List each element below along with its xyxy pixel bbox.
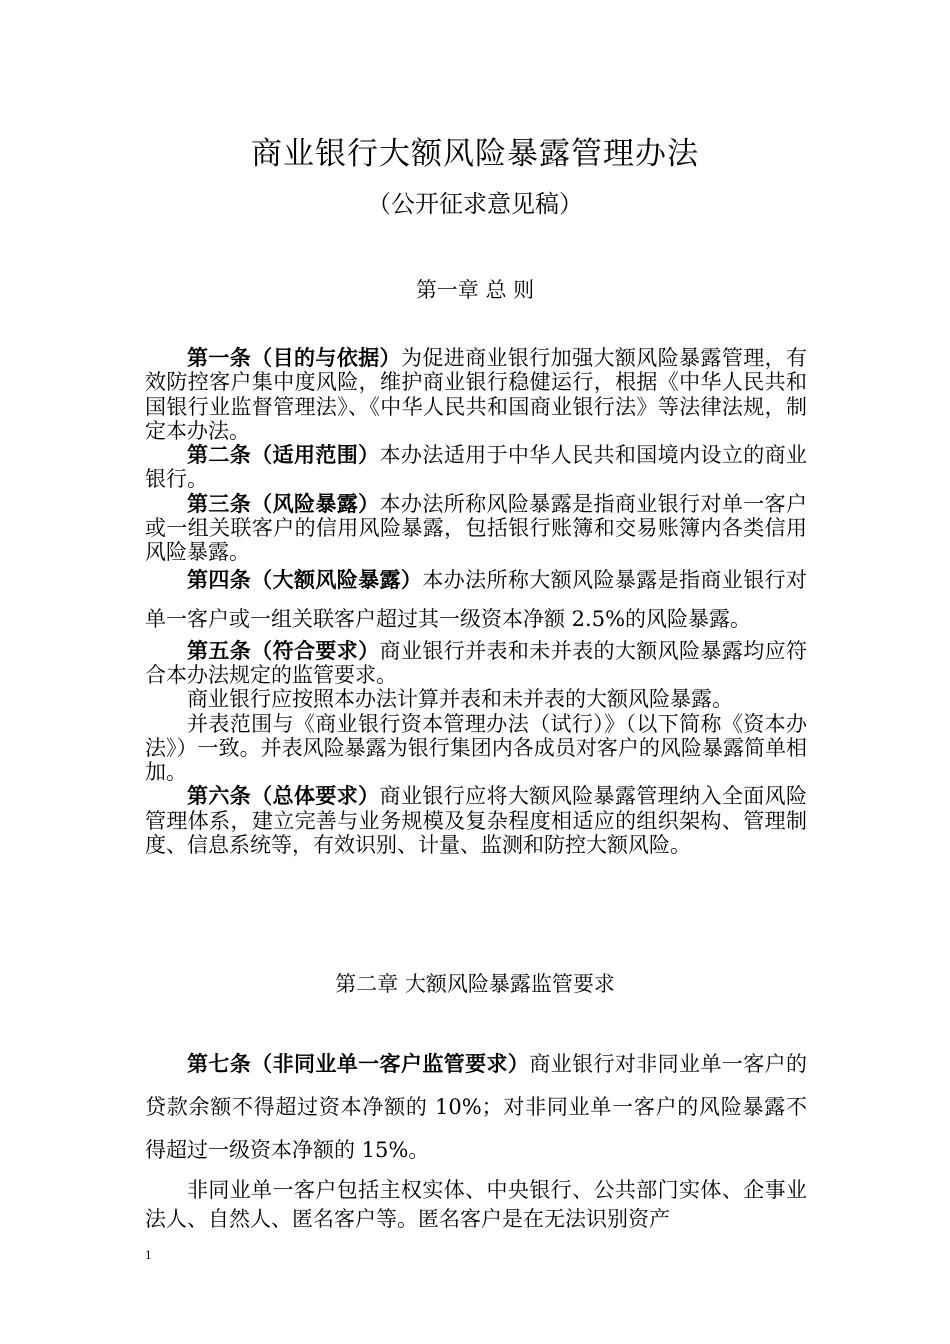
article-paragraph <box>145 687 807 711</box>
document-subtitle: （公开征求意见稿） <box>367 190 583 218</box>
article-paragraph <box>145 639 807 688</box>
article-text: 商业银行应按照本办法计算并表和未并表的大额风险暴露。 <box>187 687 733 712</box>
article-paragraph <box>145 346 807 443</box>
article-paragraph <box>145 561 807 639</box>
article-paragraph <box>145 712 807 785</box>
article-heading: 第七条（非同业单一客户监管要求） <box>187 1052 530 1076</box>
article-heading: 第一条（目的与依据） <box>187 346 401 370</box>
article-heading: 第六条（总体要求） <box>187 784 380 809</box>
article-text: 并表范围与《商业银行资本管理办法（试行）》（以下简称《资本办法》）一致。并表风险暴露为银行集团内各成员对客户的风险暴露简单相加。 <box>145 711 807 785</box>
chapter-two-body <box>145 1043 807 1234</box>
article-text: 为促进商业银行加强大额风险暴露管理，有效防控客户集中度风险，维护商业银行稳健运行，根据《中华人民共和国银行业监督管理法》、《中华人民共和国商业银行法》等法律法规，制定本办法。 <box>145 346 808 443</box>
article-heading: 第三条（风险暴露） <box>187 491 380 516</box>
article-heading: 第五条（符合要求） <box>187 638 380 663</box>
article-text: 本办法适用于中华人民共和国境内设立的商业银行。 <box>145 443 808 492</box>
article-text: 非同业单一客户包括主权实体、中央银行、公共部门实体、企事业法人、自然人、匿名客户等。匿名客户是在无法识别资产 <box>145 1178 807 1231</box>
article-text: 商业银行并表和未并表的大额风险暴露均应符合本办法规定的监管要求。 <box>145 638 808 687</box>
article-text: 本办法所称大额风险暴露是指商业银行对单一客户或一组关联客户超过其一级资本净额 2.5%的风险暴露。 <box>145 567 808 631</box>
article-paragraph <box>145 443 807 492</box>
article-paragraph <box>145 492 807 565</box>
article-heading: 第二条（适用范围） <box>187 443 380 468</box>
article-paragraph <box>145 1043 807 1172</box>
chapter-one-body <box>145 346 807 857</box>
document-title: 商业银行大额风险暴露管理办法 <box>251 136 699 172</box>
chapter-heading: 第一章 总 则 <box>415 278 535 302</box>
article-heading: 第四条（大额风险暴露） <box>187 567 423 592</box>
article-paragraph <box>145 1176 807 1234</box>
page-number: 1 <box>145 1247 152 1262</box>
article-text: 商业银行对非同业单一客户的贷款余额不得超过资本净额的 10%；对非同业单一客户的风险暴露不得超过一级资本净额的 15%。 <box>145 1052 808 1162</box>
article-paragraph <box>145 784 807 857</box>
chapter-heading: 第二章 大额风险暴露监管要求 <box>335 972 615 996</box>
article-text: 商业银行应将大额风险暴露管理纳入全面风险管理体系，建立完善与业务规模及复杂程度相适应的组织架构、管理制度、信息系统等，有效识别、计量、监测和防控大额风险。 <box>145 784 808 858</box>
article-text: 本办法所称风险暴露是指商业银行对单一客户或一组关联客户的信用风险暴露，包括银行账簿和交易账簿内各类信用风险暴露。 <box>145 491 808 565</box>
